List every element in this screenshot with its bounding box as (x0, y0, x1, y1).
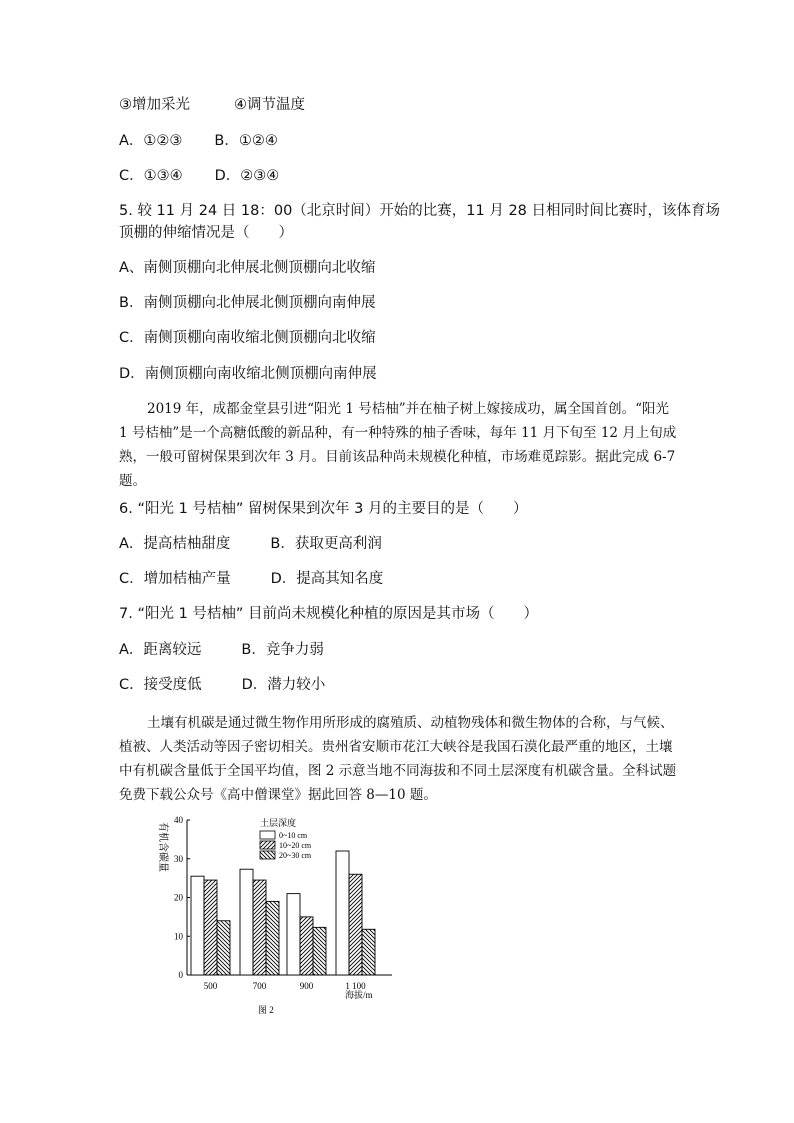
figure-caption: 图 2 (258, 1005, 274, 1015)
q6-stem: 6. “阳光 1 号桔柚” 留树保果到次年 3 月的主要目的是（ ） (119, 501, 528, 517)
q7-stem: 7. “阳光 1 号桔柚” 目前尚未规模化种植的原因是其市场（ ） (119, 606, 539, 622)
legend (260, 817, 312, 860)
bar-1100-series1 (336, 851, 349, 975)
q6-choice-c[interactable]: C．增加桔柚产量 (119, 571, 231, 587)
passage-8-10 (119, 711, 679, 807)
legend-label: 10~20 cm (279, 841, 312, 850)
q7-choice-c[interactable]: C．接受度低 (119, 677, 202, 693)
q6-choices-row1 (119, 534, 382, 554)
passage-6-7 (119, 397, 679, 493)
x-tick-label: 500 (203, 981, 218, 991)
q4-option-4: ④调节温度 (234, 97, 305, 113)
y-tick-label: 40 (174, 815, 183, 825)
q7-choice-a[interactable]: A．距离较远 (119, 642, 202, 658)
bar-900-series1 (287, 894, 300, 975)
q4-choice-b[interactable]: B．①②④ (214, 133, 278, 149)
y-axis-label: 有机含碳量 (157, 822, 168, 872)
legend-swatch (260, 851, 275, 859)
q5-choice-d[interactable]: D．南侧顶棚向南收缩北侧顶棚向南伸展 (119, 366, 377, 382)
q4-options-row1 (119, 95, 305, 115)
x-tick-label: 900 (299, 981, 314, 991)
legend-label: 20~30 cm (279, 851, 312, 860)
q4-choice-a[interactable]: A．①②③ (119, 133, 183, 149)
q7-choices-row1 (119, 640, 324, 660)
q5-stem-line1: 5. 较 11 月 24 日 18：00（北京时间）开始的比赛，11 月 28 日相同时间比赛时，该体育场 (119, 203, 721, 219)
bar-1100-series2 (349, 874, 362, 975)
q7-choice-b[interactable]: B．竞争力弱 (241, 642, 324, 658)
legend-swatch (260, 831, 275, 839)
x-tick-label: 1 100 (345, 981, 366, 991)
bar-700-series1 (240, 869, 253, 975)
q4-choice-d[interactable]: D．②③④ (214, 168, 280, 184)
bar-700-series2 (253, 880, 266, 975)
q4-choice-c[interactable]: C．①③④ (119, 168, 183, 184)
q4-choices-row1 (119, 131, 278, 151)
legend-label: 0~10 cm (279, 831, 308, 840)
y-tick-label: 20 (174, 892, 183, 903)
q7-choices-row2 (119, 675, 325, 695)
q6-choice-d[interactable]: D．提高其知名度 (270, 571, 384, 587)
soil-carbon-chart (150, 810, 400, 1020)
bar-900-series2 (300, 917, 313, 975)
legend-title: 土层深度 (260, 818, 297, 828)
q5-choice-c[interactable]: C．南侧顶棚向南收缩北侧顶棚向北收缩 (119, 330, 376, 346)
passage-8-10-text: 土壤有机碳是通过微生物作用所形成的腐殖质、动植物残体和微生物体的合称，与气候、植被、人类活动等因子密切相关。贵州省安顺市花江大峡谷是我国石漠化最严重的地区，土壤中有机碳含量低于全国平均值，图 2 示意当地不同海拔和不同土层深度有机碳含量。全科试题免费下载公众号《高中僧课堂》据此回答 8—10 题。 (119, 715, 677, 803)
x-ticks (204, 981, 366, 991)
bars-group (191, 851, 375, 975)
x-axis-label: 海拔/m (345, 990, 373, 1000)
y-tick-label: 0 (178, 970, 183, 980)
bar-700-series3 (266, 901, 279, 975)
q5-choice-b[interactable]: B．南侧顶棚向北伸展北侧顶棚向南伸展 (119, 295, 376, 311)
x-tick-label: 700 (252, 981, 267, 991)
passage-6-7-text: 2019 年，成都金堂县引进“阳光 1 号桔柚”并在柚子树上嫁接成功，属全国首创。“阳光 1 号桔柚”是一个高糖低酸的新品种，有一种特殊的柚子香味，每年 11 月下旬至 12 月上旬成熟，一般可留树保果到次年 3 月。目前该品种尚未规模化种植，市场难觅踪影。据此完成 6-7 题。 (119, 401, 677, 489)
bar-1100-series3 (362, 929, 375, 975)
legend-swatch (260, 841, 275, 849)
q4-option-3: ③增加采光 (119, 97, 190, 113)
q6-choice-a[interactable]: A．提高桔柚甜度 (119, 536, 231, 552)
bar-500-series1 (191, 876, 204, 975)
q5-stem-line2: 顶棚的伸缩情况是（ ） (119, 225, 293, 241)
bar-500-series3 (217, 921, 230, 975)
q4-choices-row2 (119, 166, 279, 186)
bar-500-series2 (204, 880, 217, 975)
y-ticks (174, 815, 190, 980)
bar-900-series3 (313, 927, 326, 975)
q5-choice-a[interactable]: A、南侧顶棚向北伸展北侧顶棚向北收缩 (119, 260, 376, 276)
q7-choice-d[interactable]: D．潜力较小 (241, 677, 326, 693)
y-tick-label: 10 (174, 931, 183, 942)
y-tick-label: 30 (174, 853, 183, 864)
q6-choices-row2 (119, 569, 383, 589)
q6-choice-b[interactable]: B．获取更高利润 (270, 536, 382, 552)
